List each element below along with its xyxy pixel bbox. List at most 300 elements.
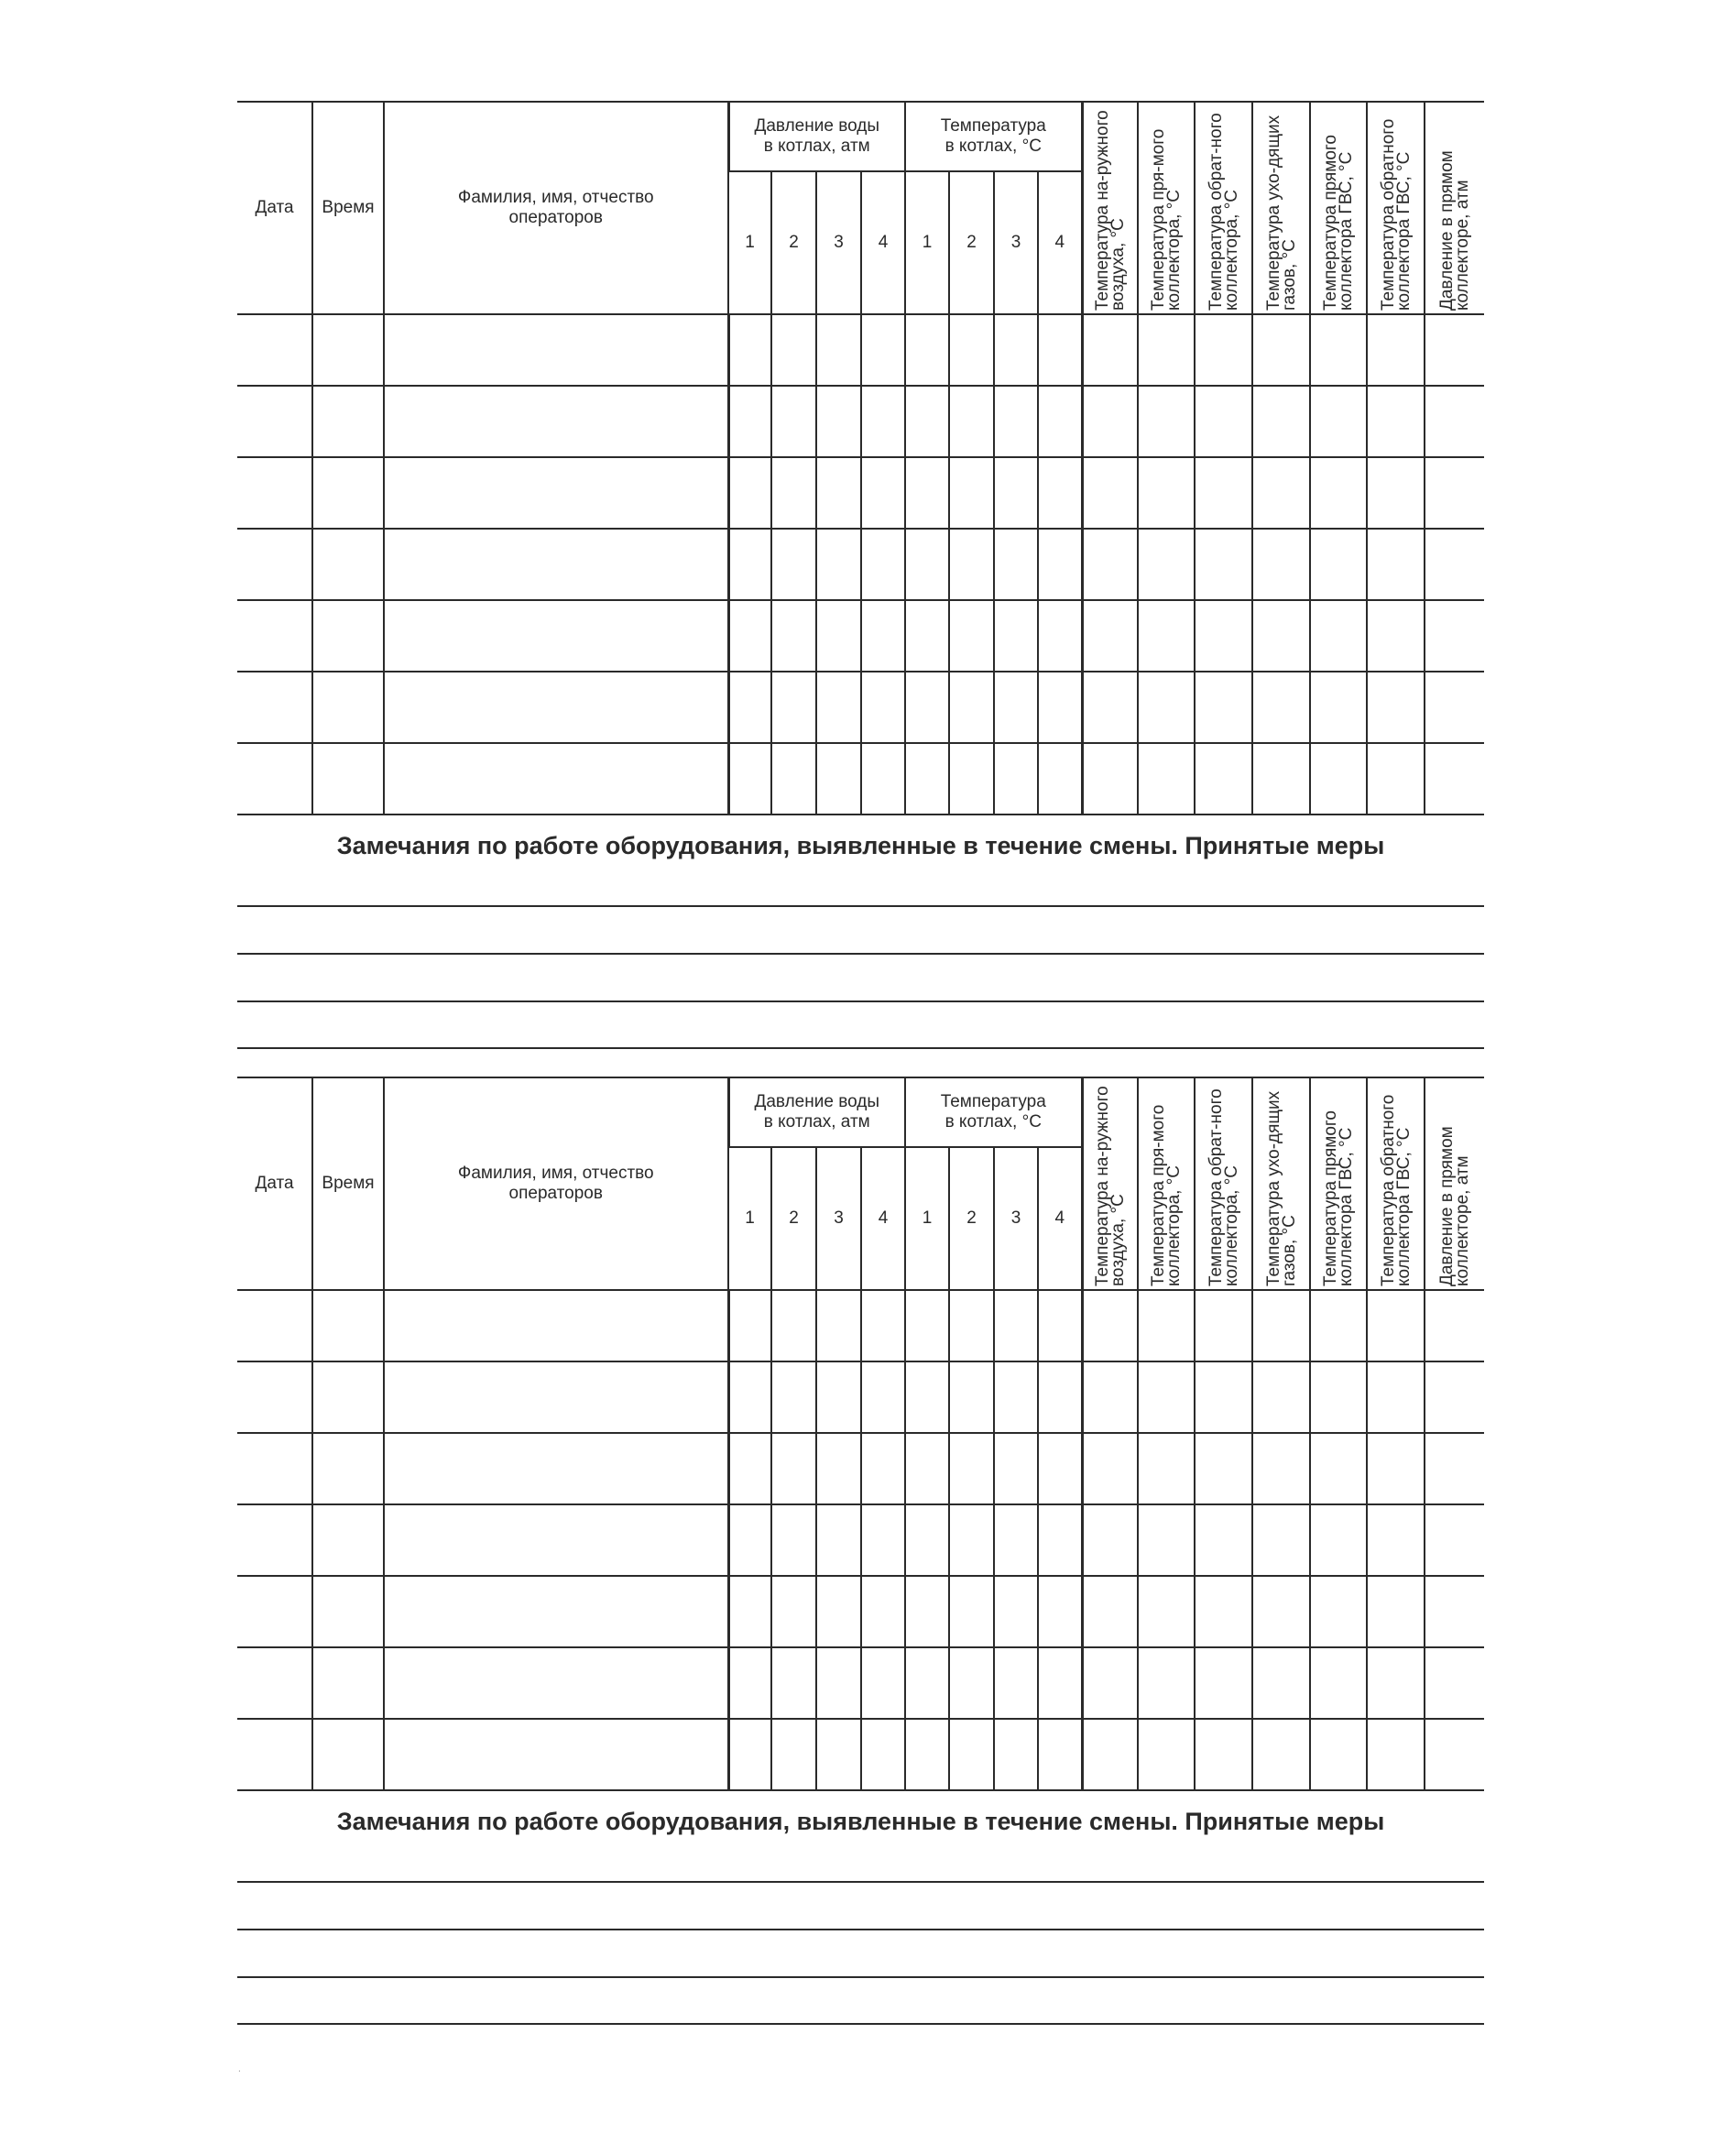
cell-supply-pressure[interactable]	[1425, 600, 1484, 672]
log-table-1-container	[237, 101, 1484, 815]
cell-time[interactable]	[312, 1504, 384, 1576]
cell-pressure-3[interactable]	[816, 457, 861, 529]
cell-operators[interactable]	[384, 314, 728, 386]
cell-time[interactable]	[312, 1361, 384, 1433]
cell-time[interactable]	[312, 386, 384, 457]
cell-supply-pressure[interactable]	[1425, 314, 1484, 386]
cell-dhw-supply-temp[interactable]	[1310, 1504, 1367, 1576]
cell-return-collector-temp[interactable]	[1195, 529, 1252, 600]
header-temp-boiler-3: 3	[994, 1147, 1038, 1290]
cell-supply-pressure[interactable]	[1425, 743, 1484, 815]
header-dhw-supply-temp-label: Температура прямого коллектора ГВС, °С	[1321, 135, 1356, 311]
cell-return-collector-temp[interactable]	[1195, 314, 1252, 386]
cell-temp-3[interactable]	[994, 386, 1038, 457]
header-pressure-group	[728, 1077, 905, 1147]
cell-temp-1[interactable]	[905, 386, 949, 457]
header-pressure-group	[728, 102, 905, 171]
cell-time[interactable]	[312, 1719, 384, 1790]
cell-pressure-3[interactable]	[816, 1576, 861, 1647]
cell-temp-4[interactable]	[1038, 529, 1082, 600]
table-row	[237, 1433, 1484, 1504]
cell-pressure-3[interactable]	[816, 386, 861, 457]
cell-dhw-supply-temp[interactable]	[1310, 314, 1367, 386]
cell-supply-pressure[interactable]	[1425, 1433, 1484, 1504]
cell-operators[interactable]	[384, 672, 728, 743]
cell-pressure-3[interactable]	[816, 600, 861, 672]
cell-date[interactable]	[237, 1433, 312, 1504]
cell-dhw-return-temp[interactable]	[1367, 1361, 1425, 1433]
cell-temp-4[interactable]	[1038, 672, 1082, 743]
cell-dhw-return-temp[interactable]	[1367, 672, 1425, 743]
cell-temp-1[interactable]	[905, 1576, 949, 1647]
cell-date[interactable]	[237, 600, 312, 672]
cell-pressure-3[interactable]	[816, 1504, 861, 1576]
cell-pressure-3[interactable]	[816, 1361, 861, 1433]
cell-pressure-1[interactable]	[728, 529, 771, 600]
header-date: Дата	[237, 1077, 312, 1290]
remarks-line[interactable]	[237, 953, 1484, 955]
cell-temp-2[interactable]	[949, 1361, 994, 1433]
cell-outdoor-temp[interactable]	[1082, 314, 1138, 386]
cell-supply-pressure[interactable]	[1425, 672, 1484, 743]
header-time: Время	[312, 1077, 384, 1290]
cell-temp-1[interactable]	[905, 1361, 949, 1433]
cell-pressure-1[interactable]	[728, 1719, 771, 1790]
cell-dhw-supply-temp[interactable]	[1310, 529, 1367, 600]
cell-outdoor-temp[interactable]	[1082, 1433, 1138, 1504]
cell-temp-4[interactable]	[1038, 1433, 1082, 1504]
remarks-title-2: Замечания по работе оборудования, выявленные в течение смены. Принятые меры	[336, 1808, 1385, 1835]
cell-pressure-1[interactable]	[728, 314, 771, 386]
header-supply-pressure	[1425, 1077, 1484, 1290]
cell-temp-1[interactable]	[905, 1290, 949, 1361]
cell-supply-pressure[interactable]	[1425, 1504, 1484, 1576]
cell-temp-3[interactable]	[994, 457, 1038, 529]
cell-supply-collector-temp[interactable]	[1138, 314, 1195, 386]
cell-pressure-1[interactable]	[728, 672, 771, 743]
cell-return-collector-temp[interactable]	[1195, 1290, 1252, 1361]
cell-dhw-supply-temp[interactable]	[1310, 600, 1367, 672]
cell-temp-3[interactable]	[994, 1576, 1038, 1647]
cell-dhw-return-temp[interactable]	[1367, 529, 1425, 600]
cell-pressure-2[interactable]	[771, 457, 816, 529]
cell-date[interactable]	[237, 672, 312, 743]
cell-pressure-2[interactable]	[771, 672, 816, 743]
cell-flue-gas-temp[interactable]	[1252, 600, 1310, 672]
cell-pressure-4[interactable]	[861, 529, 905, 600]
cell-pressure-1[interactable]	[728, 1647, 771, 1719]
cell-dhw-supply-temp[interactable]	[1310, 1647, 1367, 1719]
header-operators	[384, 1077, 728, 1290]
cell-operators[interactable]	[384, 529, 728, 600]
cell-temp-1[interactable]	[905, 1504, 949, 1576]
cell-outdoor-temp[interactable]	[1082, 1576, 1138, 1647]
cell-outdoor-temp[interactable]	[1082, 386, 1138, 457]
cell-pressure-2[interactable]	[771, 1290, 816, 1361]
cell-temp-3[interactable]	[994, 314, 1038, 386]
cell-return-collector-temp[interactable]	[1195, 743, 1252, 815]
cell-temp-4[interactable]	[1038, 386, 1082, 457]
cell-flue-gas-temp[interactable]	[1252, 743, 1310, 815]
cell-return-collector-temp[interactable]	[1195, 672, 1252, 743]
cell-pressure-2[interactable]	[771, 1433, 816, 1504]
cell-dhw-return-temp[interactable]	[1367, 600, 1425, 672]
cell-supply-collector-temp[interactable]	[1138, 1433, 1195, 1504]
table-row	[237, 1719, 1484, 1790]
cell-date[interactable]	[237, 1290, 312, 1361]
cell-return-collector-temp[interactable]	[1195, 600, 1252, 672]
cell-supply-pressure[interactable]	[1425, 1290, 1484, 1361]
cell-dhw-supply-temp[interactable]	[1310, 1433, 1367, 1504]
header-temp-boiler-2: 2	[949, 1147, 994, 1290]
header-return-collector-temp-label: Температура обрат-ного коллектора, °С	[1206, 1088, 1241, 1286]
cell-temp-4[interactable]	[1038, 600, 1082, 672]
cell-pressure-1[interactable]	[728, 386, 771, 457]
cell-supply-collector-temp[interactable]	[1138, 1719, 1195, 1790]
cell-pressure-3[interactable]	[816, 1647, 861, 1719]
cell-temp-1[interactable]	[905, 1433, 949, 1504]
cell-temp-2[interactable]	[949, 600, 994, 672]
log-table-1-body	[237, 314, 1484, 815]
cell-supply-collector-temp[interactable]	[1138, 386, 1195, 457]
cell-flue-gas-temp[interactable]	[1252, 1719, 1310, 1790]
cell-flue-gas-temp[interactable]	[1252, 386, 1310, 457]
cell-dhw-return-temp[interactable]	[1367, 314, 1425, 386]
cell-temp-1[interactable]	[905, 600, 949, 672]
cell-dhw-supply-temp[interactable]	[1310, 672, 1367, 743]
cell-pressure-4[interactable]	[861, 457, 905, 529]
cell-pressure-2[interactable]	[771, 743, 816, 815]
cell-flue-gas-temp[interactable]	[1252, 1504, 1310, 1576]
cell-date[interactable]	[237, 529, 312, 600]
cell-temp-1[interactable]	[905, 314, 949, 386]
cell-pressure-3[interactable]	[816, 1290, 861, 1361]
cell-time[interactable]	[312, 1647, 384, 1719]
log-table-1	[237, 101, 1484, 815]
cell-temp-2[interactable]	[949, 672, 994, 743]
cell-flue-gas-temp[interactable]	[1252, 314, 1310, 386]
cell-supply-collector-temp[interactable]	[1138, 1361, 1195, 1433]
cell-return-collector-temp[interactable]	[1195, 1719, 1252, 1790]
cell-temp-3[interactable]	[994, 1433, 1038, 1504]
header-pressure-boiler-3: 3	[816, 1147, 861, 1290]
cell-temp-1[interactable]	[905, 672, 949, 743]
cell-date[interactable]	[237, 1504, 312, 1576]
cell-flue-gas-temp[interactable]	[1252, 1290, 1310, 1361]
cell-temp-2[interactable]	[949, 457, 994, 529]
cell-temp-4[interactable]	[1038, 1361, 1082, 1433]
cell-outdoor-temp[interactable]	[1082, 600, 1138, 672]
cell-dhw-supply-temp[interactable]	[1310, 386, 1367, 457]
cell-dhw-return-temp[interactable]	[1367, 743, 1425, 815]
cell-temp-4[interactable]	[1038, 457, 1082, 529]
cell-date[interactable]	[237, 1719, 312, 1790]
cell-pressure-3[interactable]	[816, 529, 861, 600]
cell-temp-1[interactable]	[905, 743, 949, 815]
cell-time[interactable]	[312, 1576, 384, 1647]
cell-dhw-supply-temp[interactable]	[1310, 1576, 1367, 1647]
header-dhw-supply-temp	[1310, 1077, 1367, 1290]
header-return-collector-temp-label: Температура обрат-ного коллектора, °С	[1206, 113, 1241, 311]
cell-temp-4[interactable]	[1038, 314, 1082, 386]
cell-temp-3[interactable]	[994, 1361, 1038, 1433]
cell-temp-2[interactable]	[949, 743, 994, 815]
cell-time[interactable]	[312, 1290, 384, 1361]
cell-outdoor-temp[interactable]	[1082, 1290, 1138, 1361]
cell-dhw-return-temp[interactable]	[1367, 457, 1425, 529]
cell-time[interactable]	[312, 457, 384, 529]
cell-supply-pressure[interactable]	[1425, 529, 1484, 600]
cell-temp-1[interactable]	[905, 1647, 949, 1719]
cell-return-collector-temp[interactable]	[1195, 1647, 1252, 1719]
cell-operators[interactable]	[384, 743, 728, 815]
remarks-line[interactable]	[237, 1976, 1484, 1978]
header-supply-collector-temp-label: Температура пря-мого коллектора, °С	[1149, 1104, 1184, 1286]
cell-temp-2[interactable]	[949, 314, 994, 386]
cell-operators[interactable]	[384, 1576, 728, 1647]
cell-pressure-4[interactable]	[861, 672, 905, 743]
cell-temp-4[interactable]	[1038, 743, 1082, 815]
cell-supply-collector-temp[interactable]	[1138, 1647, 1195, 1719]
table-row	[237, 600, 1484, 672]
cell-supply-collector-temp[interactable]	[1138, 600, 1195, 672]
cell-pressure-1[interactable]	[728, 1290, 771, 1361]
cell-pressure-2[interactable]	[771, 1647, 816, 1719]
cell-supply-pressure[interactable]	[1425, 1719, 1484, 1790]
cell-supply-collector-temp[interactable]	[1138, 1290, 1195, 1361]
cell-operators[interactable]	[384, 1433, 728, 1504]
cell-date[interactable]	[237, 314, 312, 386]
cell-outdoor-temp[interactable]	[1082, 1504, 1138, 1576]
cell-operators[interactable]	[384, 1361, 728, 1433]
cell-pressure-1[interactable]	[728, 457, 771, 529]
cell-pressure-1[interactable]	[728, 1576, 771, 1647]
cell-pressure-3[interactable]	[816, 743, 861, 815]
cell-temp-2[interactable]	[949, 1290, 994, 1361]
cell-date[interactable]	[237, 1576, 312, 1647]
remarks-line[interactable]	[237, 1881, 1484, 1883]
cell-temp-2[interactable]	[949, 529, 994, 600]
cell-pressure-1[interactable]	[728, 600, 771, 672]
cell-pressure-4[interactable]	[861, 1504, 905, 1576]
cell-temp-3[interactable]	[994, 1290, 1038, 1361]
header-flue-gas-temp-label: Температура ухо-дящих газов, °С	[1263, 1090, 1299, 1286]
header-dhw-return-temp	[1367, 102, 1425, 314]
cell-return-collector-temp[interactable]	[1195, 1433, 1252, 1504]
header-dhw-return-temp	[1367, 1077, 1425, 1290]
header-supply-collector-temp-label: Температура пря-мого коллектора, °С	[1149, 128, 1184, 311]
cell-pressure-3[interactable]	[816, 314, 861, 386]
cell-flue-gas-temp[interactable]	[1252, 1433, 1310, 1504]
cell-pressure-1[interactable]	[728, 1361, 771, 1433]
remarks-line[interactable]	[237, 2023, 1484, 2025]
cell-temp-1[interactable]	[905, 529, 949, 600]
cell-temp-2[interactable]	[949, 1433, 994, 1504]
cell-operators[interactable]	[384, 1719, 728, 1790]
cell-dhw-return-temp[interactable]	[1367, 1290, 1425, 1361]
table-row	[237, 386, 1484, 457]
cell-pressure-4[interactable]	[861, 1433, 905, 1504]
cell-time[interactable]	[312, 1433, 384, 1504]
cell-operators[interactable]	[384, 600, 728, 672]
cell-pressure-4[interactable]	[861, 1361, 905, 1433]
cell-temp-1[interactable]	[905, 457, 949, 529]
cell-pressure-2[interactable]	[771, 1576, 816, 1647]
cell-temp-3[interactable]	[994, 1719, 1038, 1790]
header-pressure-group-label: Давление воды в котлах, атм	[754, 116, 879, 156]
cell-return-collector-temp[interactable]	[1195, 1504, 1252, 1576]
header-operators-label: Фамилия, имя, отчество операторов	[457, 1164, 654, 1203]
header-supply-pressure-label: Давление в прямом коллекторе, атм	[1437, 150, 1472, 311]
remarks-line[interactable]	[237, 1000, 1484, 1002]
cell-temp-3[interactable]	[994, 672, 1038, 743]
cell-outdoor-temp[interactable]	[1082, 743, 1138, 815]
header-dhw-supply-temp	[1310, 102, 1367, 314]
cell-dhw-return-temp[interactable]	[1367, 1719, 1425, 1790]
cell-operators[interactable]	[384, 1290, 728, 1361]
cell-return-collector-temp[interactable]	[1195, 1361, 1252, 1433]
cell-pressure-4[interactable]	[861, 386, 905, 457]
cell-outdoor-temp[interactable]	[1082, 529, 1138, 600]
cell-temp-3[interactable]	[994, 743, 1038, 815]
cell-supply-pressure[interactable]	[1425, 1576, 1484, 1647]
header-pressure-boiler-2: 2	[771, 171, 816, 314]
cell-temp-2[interactable]	[949, 386, 994, 457]
header-dhw-return-temp-label: Температура обратного коллектора ГВС, °С	[1378, 118, 1414, 311]
cell-supply-pressure[interactable]	[1425, 1361, 1484, 1433]
cell-supply-collector-temp[interactable]	[1138, 1504, 1195, 1576]
cell-supply-collector-temp[interactable]	[1138, 672, 1195, 743]
cell-pressure-4[interactable]	[861, 314, 905, 386]
cell-flue-gas-temp[interactable]	[1252, 457, 1310, 529]
cell-dhw-return-temp[interactable]	[1367, 1576, 1425, 1647]
cell-dhw-supply-temp[interactable]	[1310, 1361, 1367, 1433]
remarks-line[interactable]	[237, 1929, 1484, 1930]
cell-temp-3[interactable]	[994, 600, 1038, 672]
cell-pressure-4[interactable]	[861, 1290, 905, 1361]
cell-pressure-2[interactable]	[771, 314, 816, 386]
cell-date[interactable]	[237, 743, 312, 815]
cell-flue-gas-temp[interactable]	[1252, 1647, 1310, 1719]
cell-temp-4[interactable]	[1038, 1576, 1082, 1647]
cell-date[interactable]	[237, 386, 312, 457]
cell-supply-collector-temp[interactable]	[1138, 1576, 1195, 1647]
cell-time[interactable]	[312, 672, 384, 743]
cell-dhw-supply-temp[interactable]	[1310, 1719, 1367, 1790]
cell-temp-2[interactable]	[949, 1647, 994, 1719]
cell-operators[interactable]	[384, 457, 728, 529]
cell-temp-4[interactable]	[1038, 1504, 1082, 1576]
cell-date[interactable]	[237, 1647, 312, 1719]
cell-pressure-2[interactable]	[771, 529, 816, 600]
header-pressure-boiler-3: 3	[816, 171, 861, 314]
cell-pressure-4[interactable]	[861, 743, 905, 815]
cell-time[interactable]	[312, 600, 384, 672]
cell-temp-1[interactable]	[905, 1719, 949, 1790]
cell-temp-4[interactable]	[1038, 1719, 1082, 1790]
cell-dhw-return-temp[interactable]	[1367, 1504, 1425, 1576]
cell-outdoor-temp[interactable]	[1082, 1647, 1138, 1719]
table-row	[237, 1647, 1484, 1719]
cell-pressure-2[interactable]	[771, 600, 816, 672]
cell-dhw-return-temp[interactable]	[1367, 1433, 1425, 1504]
header-outdoor-temp	[1082, 1077, 1138, 1290]
cell-supply-pressure[interactable]	[1425, 457, 1484, 529]
cell-supply-pressure[interactable]	[1425, 386, 1484, 457]
cell-dhw-supply-temp[interactable]	[1310, 743, 1367, 815]
remarks-line[interactable]	[237, 905, 1484, 907]
header-temperature-group-label: Температура в котлах, °С	[940, 1092, 1046, 1132]
cell-temp-3[interactable]	[994, 529, 1038, 600]
cell-pressure-1[interactable]	[728, 1504, 771, 1576]
cell-return-collector-temp[interactable]	[1195, 386, 1252, 457]
cell-return-collector-temp[interactable]	[1195, 1576, 1252, 1647]
cell-dhw-return-temp[interactable]	[1367, 386, 1425, 457]
cell-pressure-1[interactable]	[728, 743, 771, 815]
cell-pressure-3[interactable]	[816, 672, 861, 743]
cell-pressure-2[interactable]	[771, 1504, 816, 1576]
cell-outdoor-temp[interactable]	[1082, 672, 1138, 743]
cell-temp-2[interactable]	[949, 1504, 994, 1576]
log-table-2-container	[237, 1077, 1484, 1791]
cell-date[interactable]	[237, 457, 312, 529]
cell-outdoor-temp[interactable]	[1082, 457, 1138, 529]
cell-dhw-supply-temp[interactable]	[1310, 1290, 1367, 1361]
cell-pressure-2[interactable]	[771, 386, 816, 457]
cell-pressure-4[interactable]	[861, 1719, 905, 1790]
cell-operators[interactable]	[384, 1504, 728, 1576]
cell-dhw-supply-temp[interactable]	[1310, 457, 1367, 529]
cell-time[interactable]	[312, 529, 384, 600]
cell-temp-3[interactable]	[994, 1647, 1038, 1719]
cell-return-collector-temp[interactable]	[1195, 457, 1252, 529]
cell-time[interactable]	[312, 743, 384, 815]
cell-supply-pressure[interactable]	[1425, 1647, 1484, 1719]
cell-outdoor-temp[interactable]	[1082, 1719, 1138, 1790]
cell-time[interactable]	[312, 314, 384, 386]
cell-temp-2[interactable]	[949, 1576, 994, 1647]
cell-pressure-2[interactable]	[771, 1719, 816, 1790]
cell-flue-gas-temp[interactable]	[1252, 529, 1310, 600]
cell-temp-4[interactable]	[1038, 1290, 1082, 1361]
cell-flue-gas-temp[interactable]	[1252, 1361, 1310, 1433]
cell-supply-collector-temp[interactable]	[1138, 743, 1195, 815]
cell-temp-4[interactable]	[1038, 1647, 1082, 1719]
cell-pressure-4[interactable]	[861, 1647, 905, 1719]
cell-flue-gas-temp[interactable]	[1252, 672, 1310, 743]
cell-dhw-return-temp[interactable]	[1367, 1647, 1425, 1719]
cell-operators[interactable]	[384, 386, 728, 457]
cell-date[interactable]	[237, 1361, 312, 1433]
log-table-2-body	[237, 1290, 1484, 1790]
cell-pressure-4[interactable]	[861, 600, 905, 672]
cell-pressure-3[interactable]	[816, 1433, 861, 1504]
header-temp-boiler-4: 4	[1038, 1147, 1082, 1290]
cell-operators[interactable]	[384, 1647, 728, 1719]
remarks-line[interactable]	[237, 1047, 1484, 1049]
cell-temp-2[interactable]	[949, 1719, 994, 1790]
cell-pressure-4[interactable]	[861, 1576, 905, 1647]
cell-pressure-1[interactable]	[728, 1433, 771, 1504]
cell-outdoor-temp[interactable]	[1082, 1361, 1138, 1433]
cell-flue-gas-temp[interactable]	[1252, 1576, 1310, 1647]
cell-temp-3[interactable]	[994, 1504, 1038, 1576]
cell-pressure-2[interactable]	[771, 1361, 816, 1433]
cell-supply-collector-temp[interactable]	[1138, 457, 1195, 529]
cell-pressure-3[interactable]	[816, 1719, 861, 1790]
header-temp-boiler-3: 3	[994, 171, 1038, 314]
cell-supply-collector-temp[interactable]	[1138, 529, 1195, 600]
